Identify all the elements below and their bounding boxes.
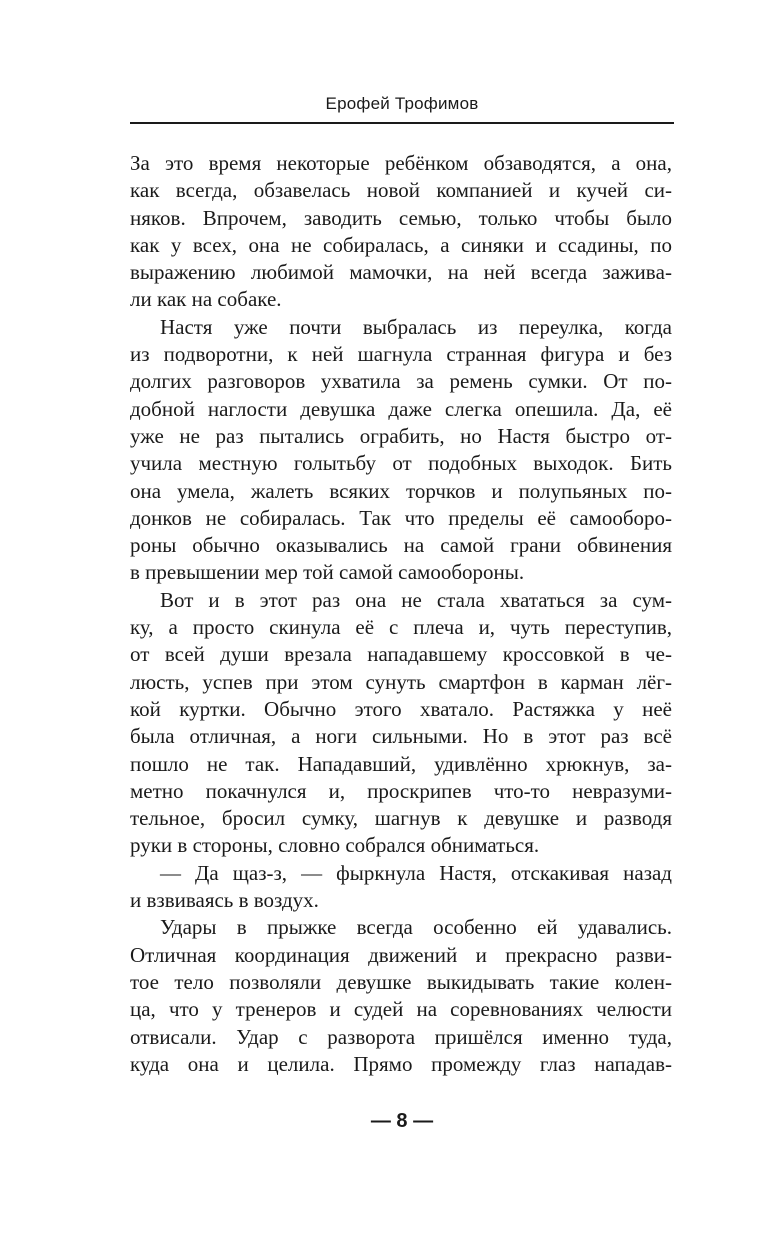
text-line: и взвиваясь в воздух.	[130, 888, 319, 913]
text-line: Настя уже почти выбралась из переулка, когда	[160, 314, 672, 339]
paragraph	[130, 314, 672, 587]
text-line: ца, что у тренеров и судей на соревнованиях челюсти	[130, 997, 672, 1022]
running-head: Ерофей Трофимов	[325, 94, 479, 113]
text-line: была отличная, а ноги сильными. Но в этот раз всё	[130, 724, 672, 749]
text-line: Вот и в этот раз она не стала хвататься за сум-	[160, 587, 672, 612]
paragraph	[130, 150, 672, 314]
text-line: в превышении мер той самой самообороны.	[130, 560, 525, 585]
text-line: от всей души врезала нападавшему кроссовкой в че-	[130, 642, 672, 667]
text-line: донков не собиралась. Так что пределы её самооборо-	[130, 505, 672, 530]
text-line: руки в стороны, словно собрался обниматься.	[130, 833, 540, 858]
text-line: Удары в прыжке всегда особенно ей удавались.	[160, 915, 672, 940]
header-rule	[130, 122, 674, 124]
text-line: тое тело позволяли девушке выкидывать такие колен-	[130, 969, 672, 994]
text-line: уже не раз пытались ограбить, но Настя быстро от-	[130, 423, 672, 448]
text-line: За это время некоторые ребёнком обзаводятся, а она,	[130, 151, 672, 175]
page-number: — 8 —	[370, 1110, 434, 1132]
text-line: учила местную голытьбу от подобных выходок. Бить	[130, 451, 672, 476]
text-line: роны обычно оказывались на самой грани обвинения	[130, 533, 672, 558]
text-line: кой куртки. Обычно этого хватало. Растяжка у неё	[130, 696, 672, 721]
text-line: пошло не так. Нападавший, удивлённо хрюкнув, за-	[130, 751, 672, 776]
text-line: куда она и целила. Прямо промежду глаз нападав-	[130, 1051, 672, 1076]
text-line: тельное, бросил сумку, шагнув к девушке и разводя	[130, 806, 672, 831]
text-line: ли как на собаке.	[130, 287, 282, 312]
text-line: долгих разговоров ухватила за ремень сумки. От по-	[130, 369, 672, 394]
text-line: Отличная координация движений и прекрасно разви-	[130, 942, 672, 967]
text-line: метно покачнулся и, проскрипев что-то невразуми-	[130, 778, 672, 803]
paragraph	[130, 914, 672, 1078]
text-line: выражению любимой мамочки, на ней всегда заживa-	[130, 260, 672, 285]
text-line: ку, а просто скинула её с плеча и, чуть переступив,	[130, 615, 672, 640]
text-line: из подворотни, к ней шагнула странная фигура и без	[130, 342, 672, 367]
text-line: добной наглости девушка даже слегка опешила. Да, её	[130, 396, 672, 421]
text-line: как всегда, обзавелась новой компанией и кучей си-	[130, 178, 672, 203]
text-line: отвисали. Удар с разворота пришёлся именно туда,	[130, 1024, 672, 1049]
paragraph	[130, 860, 672, 915]
text-line: как у всех, она не собиралась, а синяки и ссадины, по	[130, 232, 672, 257]
page-body	[130, 150, 672, 1078]
text-line: няков. Впрочем, заводить семью, только чтобы было	[130, 205, 672, 230]
text-line: она умела, жалеть всяких торчков и полупьяных по-	[130, 478, 672, 503]
text-line: люсть, успев при этом сунуть смартфон в карман лёг-	[130, 669, 672, 694]
text-line: — Да щаз-з, — фыркнула Настя, отскакивая назад	[160, 860, 672, 885]
paragraph	[130, 587, 672, 860]
